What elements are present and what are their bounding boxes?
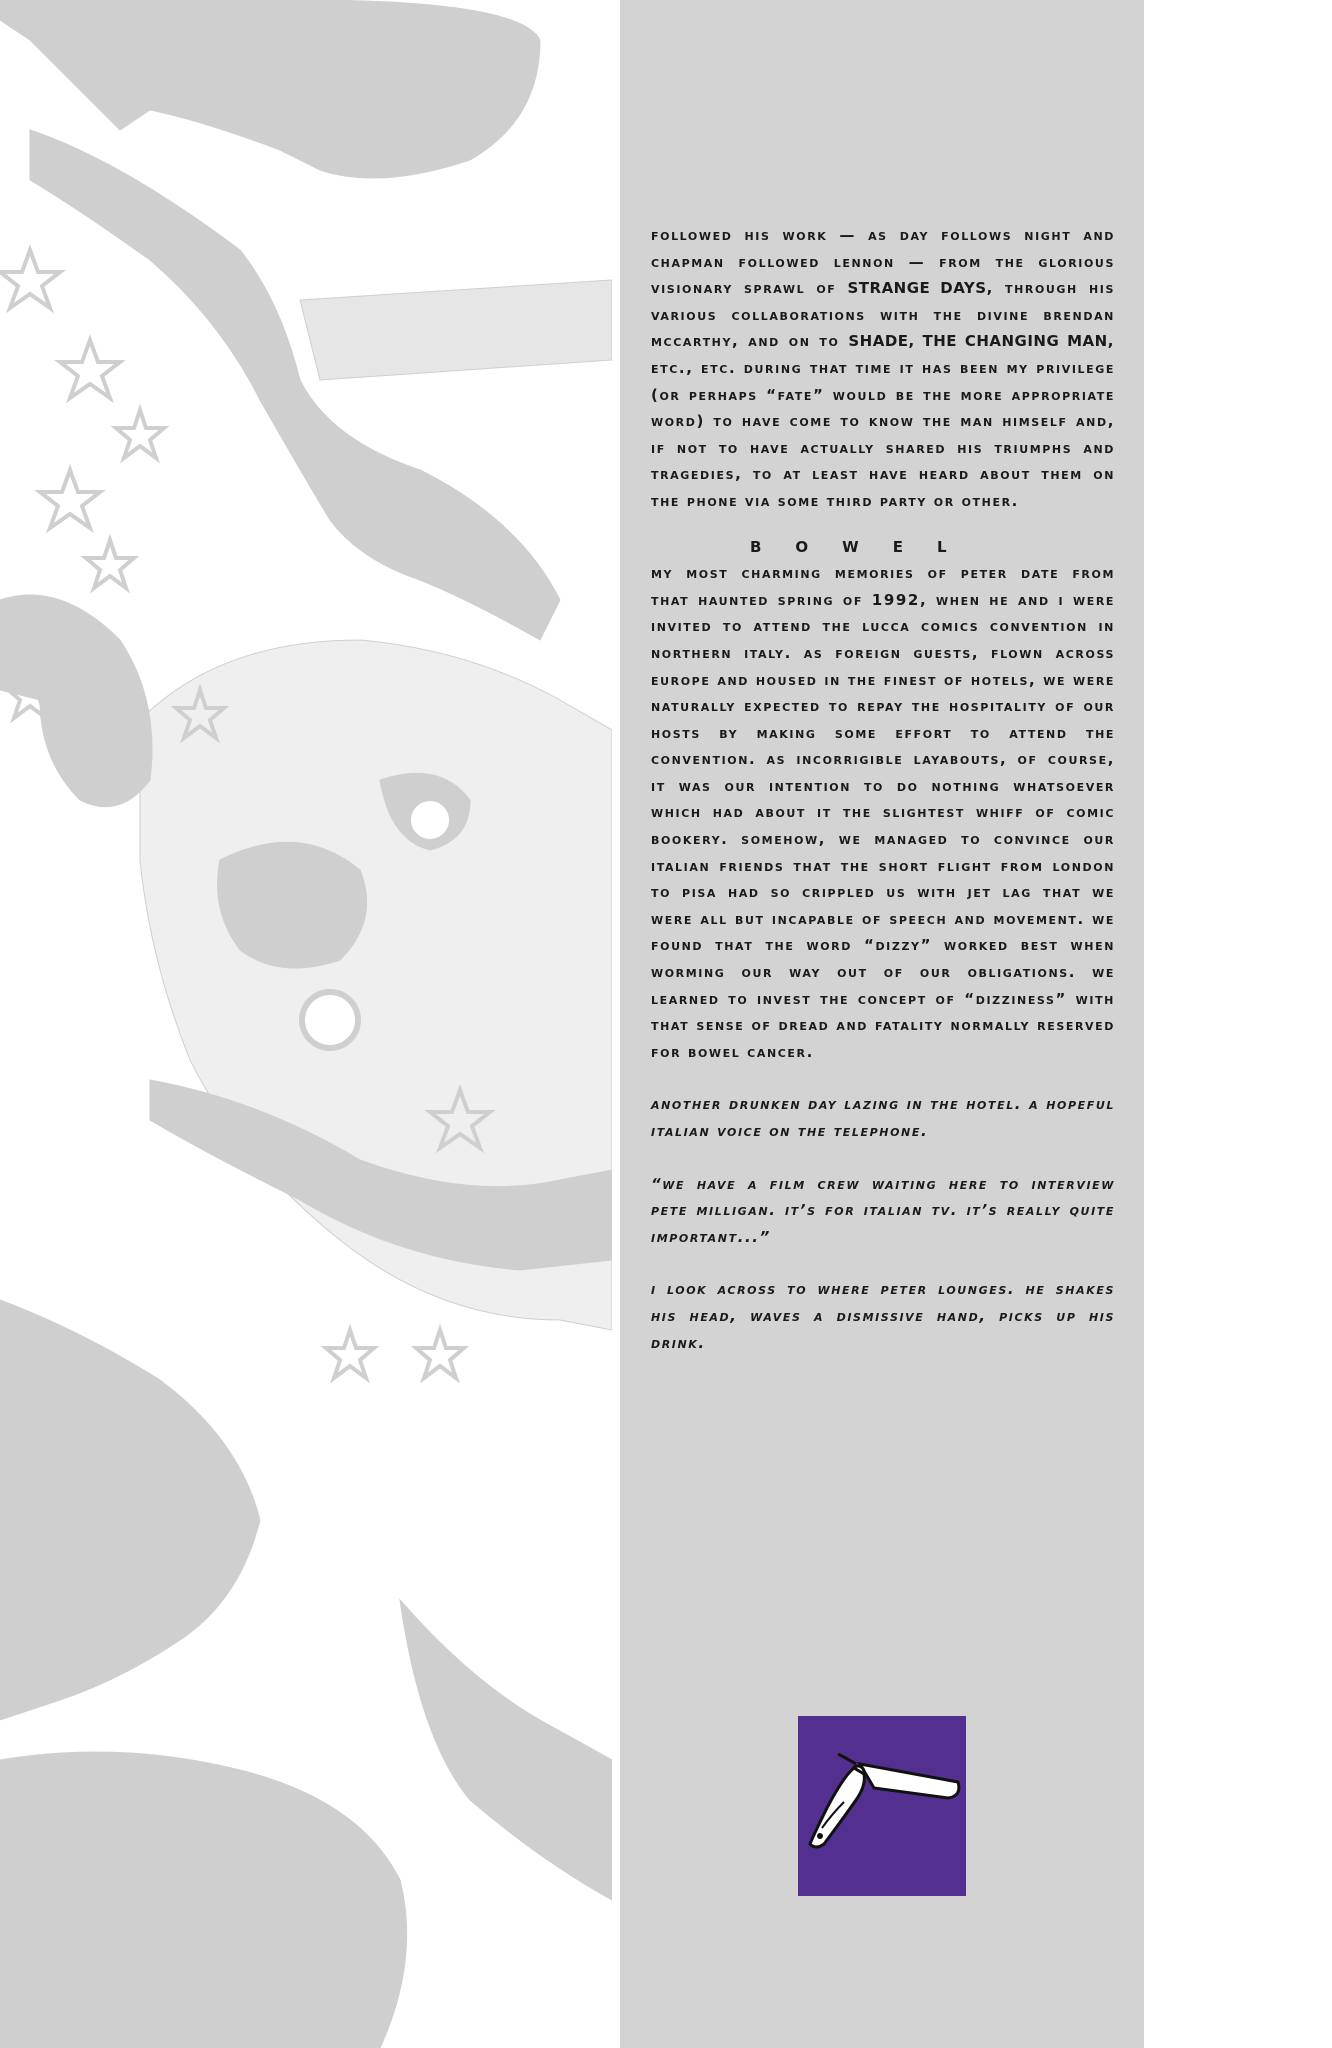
- paragraph-3: another drunken day lazing in the hotel. a hopeful italian voice on the telephone.: [651, 1095, 1115, 1140]
- paragraph-1-part-b: , through his various collaborations with the divine brendan mccarthy, and on to: [651, 279, 1115, 351]
- paragraph-4: “we have a film crew waiting here to interview pete milligan. it’s for italian tv. it’s really quite important...”: [651, 1174, 1115, 1246]
- gray-line-art: [0, 0, 612, 2048]
- title-shade: SHADE, THE CHANGING MAN: [848, 332, 1108, 351]
- paragraph-1: [651, 222, 1115, 515]
- section-heading: BOWEL: [750, 537, 981, 556]
- paragraph-2: my most charming memories of peter date from that haunted spring of 1992, when he and i were invited to attend the lucca comics convention in northern italy. as foreign guests, flown across europe and housed in the finest of hotels, we were naturally expected to repay the hospitality of our hosts by making some effort to attend the convention. as incorrigible layabouts, of course, it was our intention to do nothing whatsoever which had about it the slightest whiff of comic bookery. somehow, we managed to convince our italian friends that the short flight from london to pisa had so crippled us with jet lag that we were all but incapable of speech and movement. we found that the word “dizzy” worked best when worming our way out of our obligations. we learned to invest the concept of “dizziness” with that sense of dread and fatality normally reserved for bowel cancer.: [651, 564, 1115, 1061]
- paragraph-1-part-a: followed his work — as day follows night and chapman followed lennon — from the glorious visionary sprawl of: [651, 226, 1115, 298]
- paragraph-1-part-c: , etc., etc. during that time it has been my privilege (or perhaps “fate” would be the more appropriate word) to have come to know the man himself and, if not to have actually shared his triumphs and tragedies, to at least have heard about them on the phone via some third party or other.: [651, 332, 1115, 510]
- background-illustration: [0, 0, 612, 2048]
- paragraph-5: i look across to where peter lounges. he shakes his head, waves a dismissive hand, picks up his drink.: [651, 1280, 1115, 1352]
- straight-razor-icon: [798, 1716, 966, 1896]
- title-strange-days: STRANGE DAYS: [847, 279, 987, 298]
- body-text: [651, 222, 1115, 1356]
